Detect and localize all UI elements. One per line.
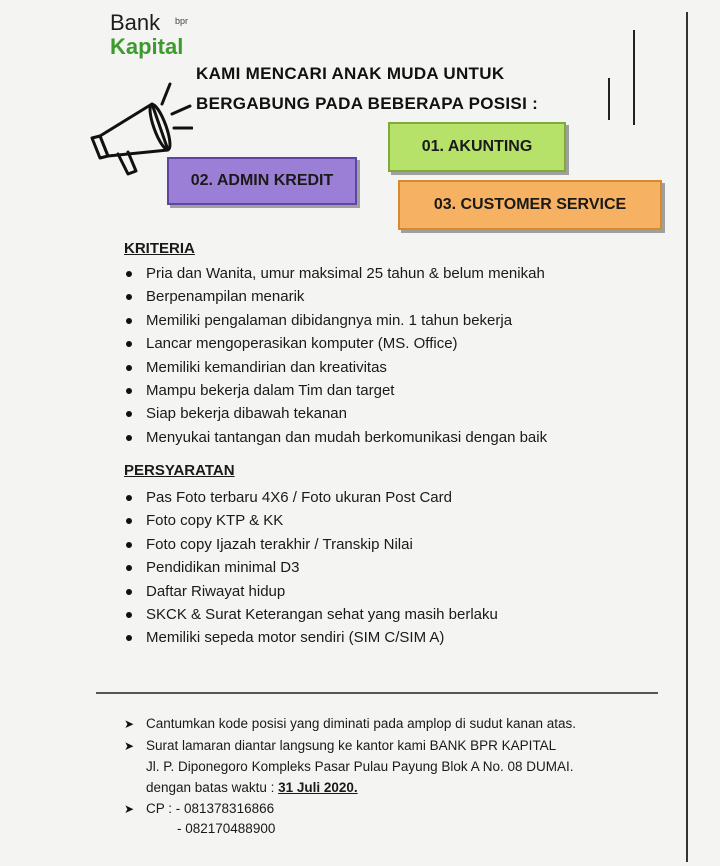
paper-edge-line [608, 78, 610, 120]
bullet-icon [126, 495, 132, 501]
arrow-icon: ➤ [124, 717, 135, 731]
list-item: Daftar Riwayat hidup [124, 580, 498, 603]
section-divider [96, 692, 658, 694]
note-address: Jl. P. Diponegoro Kompleks Pasar Pulau Payung Blok A No. 08 DUMAI. [146, 759, 574, 774]
list-item: Foto copy Ijazah terakhir / Transkip Nilai [124, 533, 498, 556]
bullet-icon [126, 565, 132, 571]
list-item: Lancar mengoperasikan komputer (MS. Office) [124, 332, 547, 355]
list-item: Pendidikan minimal D3 [124, 556, 498, 579]
position-admin-box [167, 157, 357, 205]
persyaratan-title: PERSYARATAN [124, 462, 235, 479]
bullet-icon [126, 341, 132, 347]
list-item: Mampu bekerja dalam Tim dan target [124, 379, 547, 402]
list-item: Memiliki kemandirian dan kreativitas [124, 356, 547, 379]
bullet-icon [126, 435, 132, 441]
kriteria-title: KRITERIA [124, 240, 195, 257]
list-item: Menyukai tantangan dan mudah berkomunikasi dengan baik [124, 426, 547, 449]
headline-line-1: KAMI MENCARI ANAK MUDA UNTUK [196, 64, 505, 83]
arrow-icon: ➤ [124, 739, 135, 753]
position-cs-box [398, 180, 662, 230]
logo-kapital-text: Kapital [110, 34, 184, 59]
position-akunting-label: 01. AKUNTING [421, 138, 533, 155]
logo-bpr-text: bpr [175, 16, 189, 26]
position-cs-label: 03. CUSTOMER SERVICE [433, 196, 627, 213]
arrow-icon: ➤ [124, 802, 135, 816]
list-item: SKCK & Surat Keterangan sehat yang masih berlaku [124, 603, 498, 626]
paper-edge-line [686, 12, 688, 862]
bullet-icon [126, 612, 132, 618]
contact-phone-1: CP : - 081378316866 [146, 801, 275, 816]
list-item: Memiliki sepeda motor sendiri (SIM C/SIM A) [124, 626, 498, 649]
list-item: Pria dan Wanita, umur maksimal 25 tahun & belum menikah [124, 262, 547, 285]
paper-edge-line [633, 30, 635, 125]
note-delivery: Surat lamaran diantar langsung ke kantor kami BANK BPR KAPITAL [146, 738, 557, 753]
deadline-date: 31 Juli 2020. [278, 780, 358, 795]
contact-phone-2: - 082170488900 [177, 821, 276, 836]
note-deadline: dengan batas waktu : 31 Juli 2020. [146, 780, 358, 795]
list-item: Siap bekerja dibawah tekanan [124, 402, 547, 425]
list-item: Foto copy KTP & KK [124, 509, 498, 532]
bullet-icon [126, 294, 132, 300]
bullet-icon [126, 635, 132, 641]
bullet-icon [126, 589, 132, 595]
note-envelope-code: Cantumkan kode posisi yang diminati pada amplop di sudut kanan atas. [146, 716, 577, 731]
bullet-icon [126, 542, 132, 548]
list-item: Pas Foto terbaru 4X6 / Foto ukuran Post Card [124, 486, 498, 509]
persyaratan-list [124, 486, 498, 650]
bullet-icon [126, 271, 132, 277]
bullet-icon [126, 388, 132, 394]
position-akunting-box [388, 122, 566, 172]
kriteria-list [124, 262, 547, 449]
logo-bank-text: Bank [110, 10, 161, 35]
bullet-icon [126, 411, 132, 417]
position-admin-label: 02. ADMIN KREDIT [190, 172, 334, 189]
list-item: Berpenampilan menarik [124, 285, 547, 308]
list-item: Memiliki pengalaman dibidangnya min. 1 tahun bekerja [124, 309, 547, 332]
bullet-icon [126, 365, 132, 371]
bullet-icon [126, 518, 132, 524]
headline-line-2: BERGABUNG PADA BEBERAPA POSISI : [196, 94, 539, 113]
bullet-icon [126, 318, 132, 324]
